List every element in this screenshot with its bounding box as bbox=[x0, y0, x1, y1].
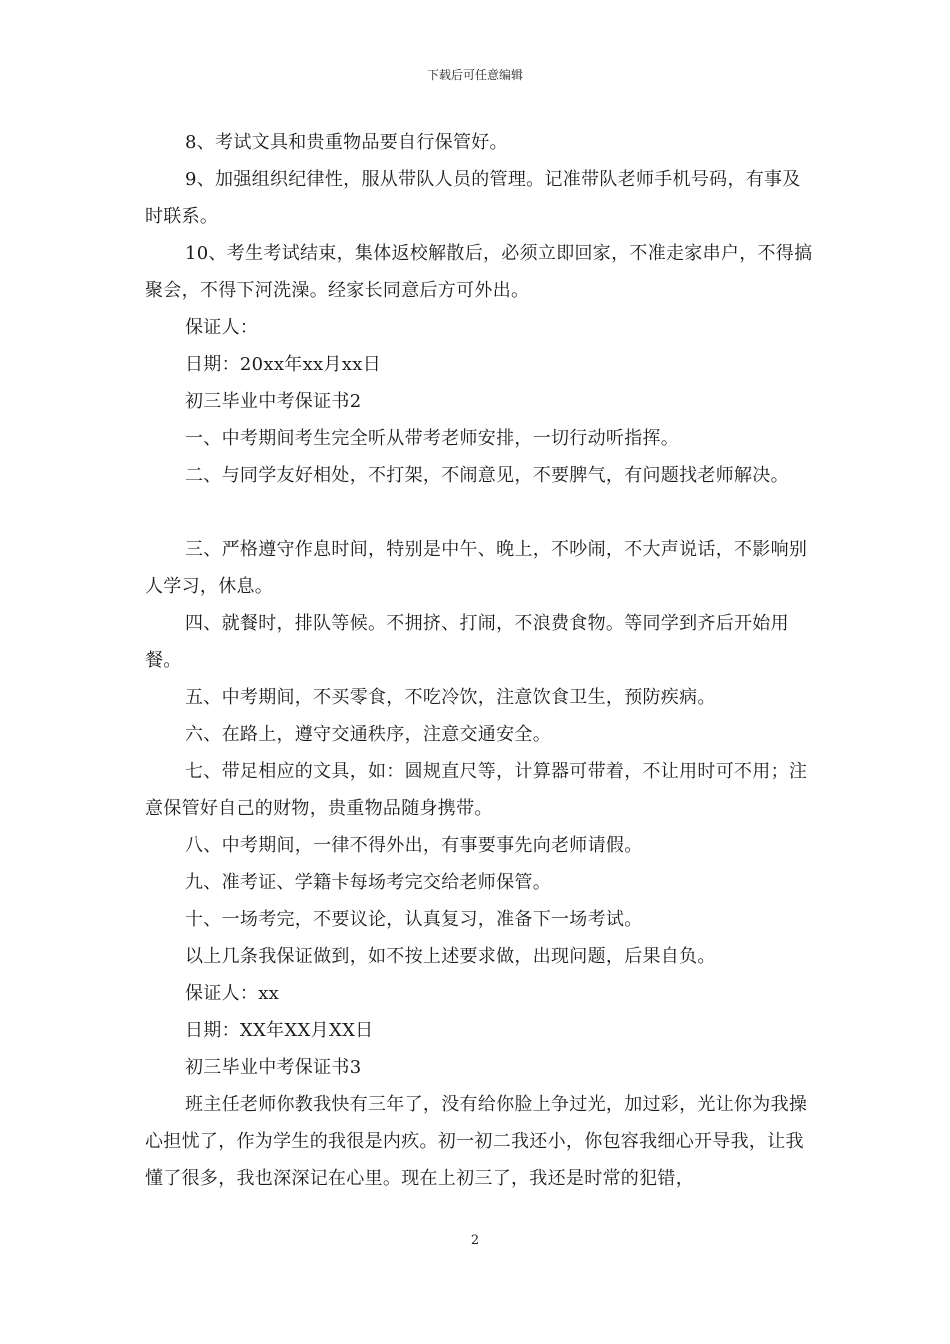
item-ten: 十、一场考完，不要议论，认真复习，准备下一场考试。 bbox=[185, 909, 643, 930]
section-title-3: 初三毕业中考保证书3 bbox=[185, 1057, 362, 1078]
rule-10: 10、考生考试结束，集体返校解散后，必须立即回家，不准走家串户，不得搞聚会，不得下河洗澡。经家长同意后方可外出。 bbox=[145, 243, 813, 301]
closing-statement: 以上几条我保证做到，如不按上述要求做，出现问题，后果自负。 bbox=[185, 946, 716, 967]
document-body bbox=[145, 124, 815, 1197]
rule-8: 8、考试文具和贵重物品要自行保管好。 bbox=[185, 132, 508, 153]
letter-paragraph: 班主任老师你教我快有三年了，没有给你脸上争过光，加过彩，光让你为我操心担忧了，作为学生的我很是内疚。初一初二我还小，你包容我细心开导我，让我懂了很多，我也深深记在心里。现在上初三了，我还是时常的犯错， bbox=[145, 1094, 808, 1189]
section-title-2: 初三毕业中考保证书2 bbox=[185, 391, 362, 412]
guarantor-line: 保证人： bbox=[185, 317, 259, 338]
item-two: 二、与同学友好相处，不打架，不闹意见，不要脾气，有问题找老师解决。 bbox=[185, 465, 789, 486]
guarantor-line: 保证人：xx bbox=[185, 983, 280, 1004]
item-seven: 七、带足相应的文具，如：圆规直尺等，计算器可带着，不让用时可不用；注意保管好自己的财物，贵重物品随身携带。 bbox=[145, 761, 808, 819]
item-nine: 九、准考证、学籍卡每场考完交给老师保管。 bbox=[185, 872, 551, 893]
item-six: 六、在路上，遵守交通秩序，注意交通安全。 bbox=[185, 724, 551, 745]
rule-9: 9、加强组织纪律性，服从带队人员的管理。记准带队老师手机号码，有事及时联系。 bbox=[145, 169, 801, 227]
item-eight: 八、中考期间，一律不得外出，有事要事先向老师请假。 bbox=[185, 835, 643, 856]
item-four: 四、就餐时，排队等候。不拥挤、打闹，不浪费食物。等同学到齐后开始用餐。 bbox=[145, 613, 789, 671]
item-three: 三、严格遵守作息时间，特别是中午、晚上，不吵闹，不大声说话，不影响别人学习，休息。 bbox=[145, 539, 808, 597]
item-one: 一、中考期间考生完全听从带考老师安排，一切行动听指挥。 bbox=[185, 428, 680, 449]
page-header: 下载后可任意编辑 bbox=[426, 68, 523, 82]
blank-line bbox=[145, 494, 815, 531]
item-five: 五、中考期间，不买零食，不吃冷饮，注意饮食卫生，预防疾病。 bbox=[185, 687, 716, 708]
page-number: 2 bbox=[470, 1233, 480, 1248]
date-line: 日期：20xx年xx月xx日 bbox=[185, 354, 382, 375]
date-line: 日期：XX年XX月XX日 bbox=[185, 1020, 374, 1041]
